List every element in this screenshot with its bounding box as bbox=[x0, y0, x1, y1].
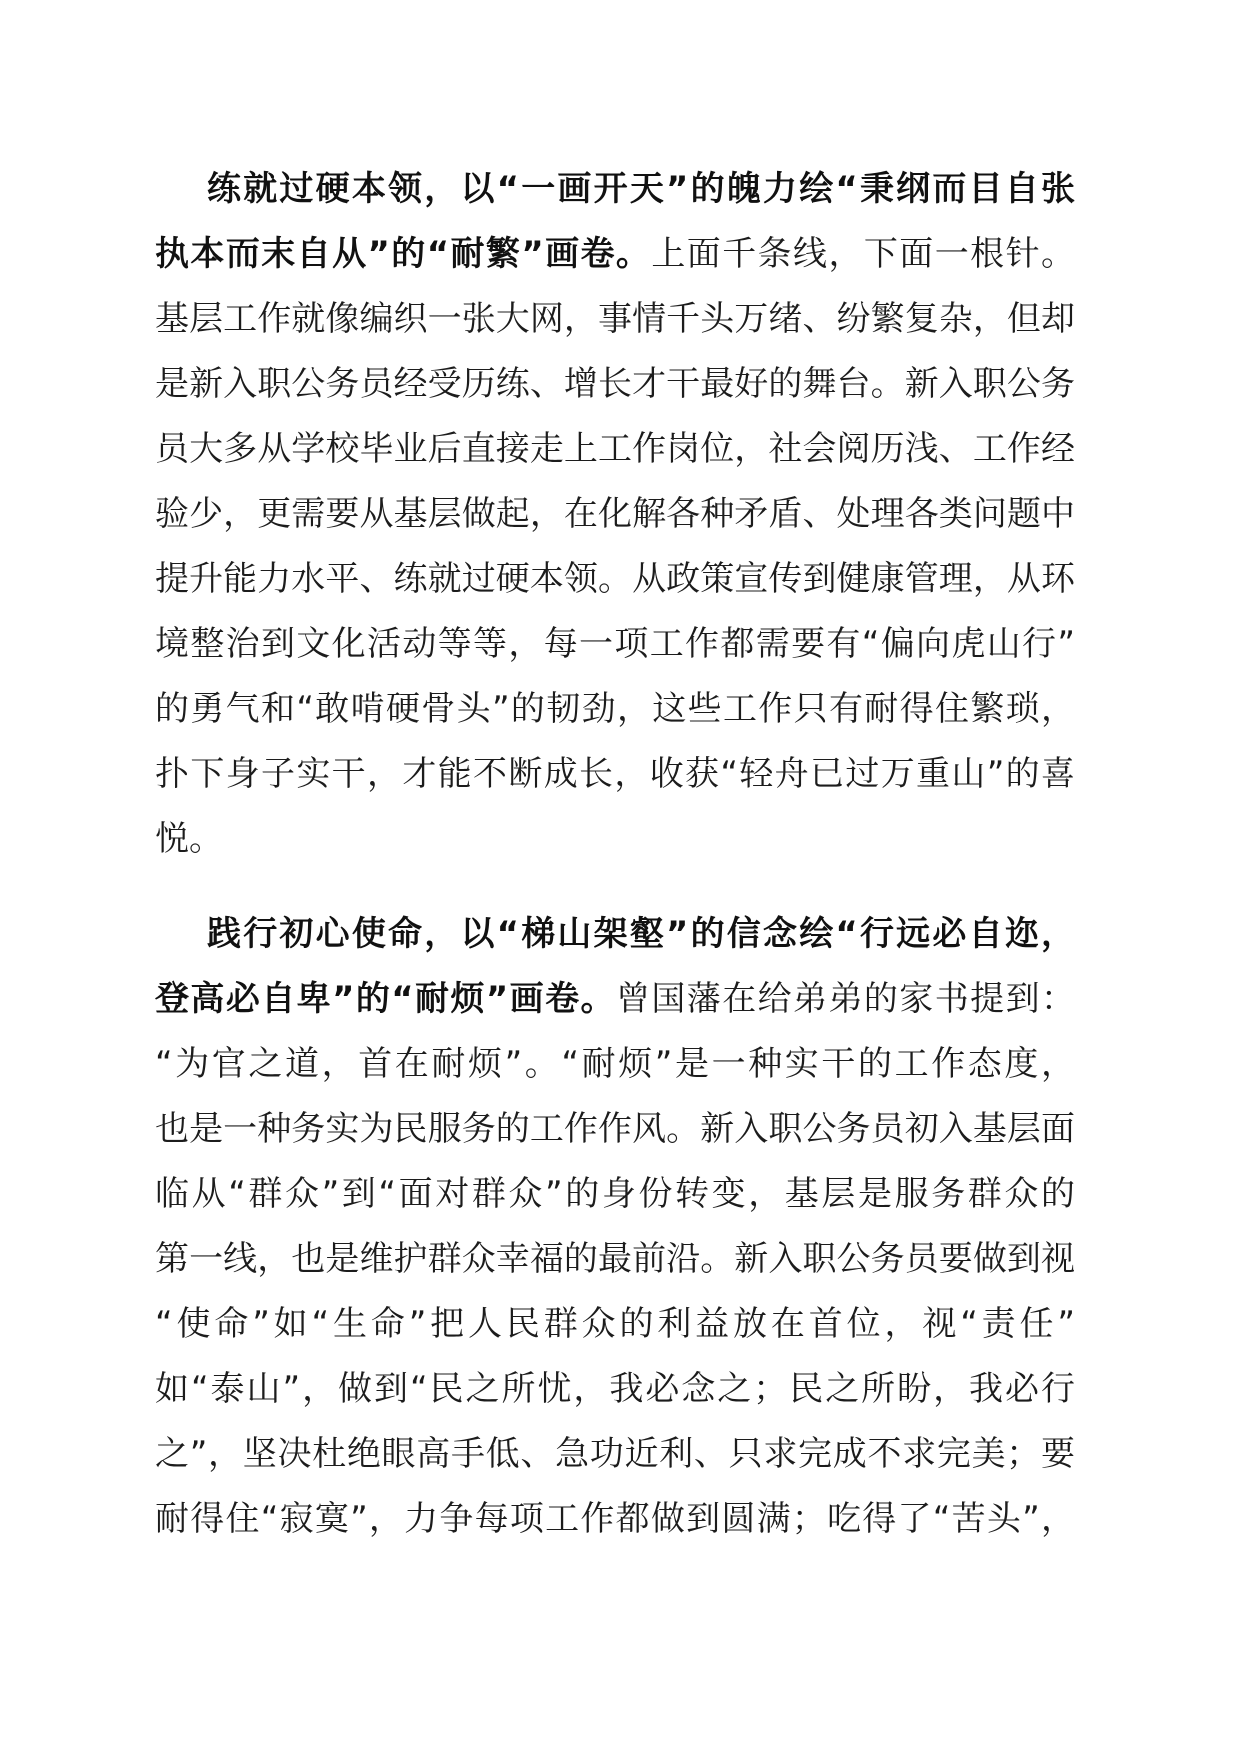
paragraph-2-line-6: 第一线，也是维护群众幸福的最前沿。新入职公务员要做到视 bbox=[155, 1239, 1075, 1279]
paragraph-1-line-1 bbox=[155, 157, 1075, 222]
paragraph-1-line-10: 扑下身子实干，才能不断成长，收获“轻舟已过万重山”的喜 bbox=[155, 754, 1075, 794]
paragraph-2-line-4: 也是一种务实为民服务的工作作风。新入职公务员初入基层面 bbox=[155, 1109, 1075, 1149]
paragraph-1-line-4: 是新入职公务员经受历练、增长才干最好的舞台。新入职公务 bbox=[155, 364, 1075, 404]
paragraph-1-line-5: 员大多从学校毕业后直接走上工作岗位，社会阅历浅、工作经 bbox=[155, 429, 1075, 469]
paragraph-2 bbox=[155, 902, 1075, 1552]
bold-heading: 练就过硬本领，以“一画开天”的魄力绘“秉纲而目自张 bbox=[207, 169, 1075, 209]
paragraph-1-line-6: 验少，更需要从基层做起，在化解各种矛盾、处理各类问题中 bbox=[155, 494, 1075, 534]
bold-heading: 践行初心使命，以“梯山架壑”的信念绘“行远必自迩， bbox=[207, 914, 1075, 954]
paragraph-2-line-7: “使命”如“生命”把人民群众的利益放在首位，视“责任” bbox=[155, 1304, 1075, 1344]
paragraph-1-line-2: 执本而末自从”的“耐繁”画卷。上面千条线，下面一根针。 bbox=[155, 234, 1075, 274]
paragraph-1-line-9: 的勇气和“敢啃硬骨头”的韧劲，这些工作只有耐得住繁琐， bbox=[155, 689, 1075, 729]
bold-heading: 执本而末自从”的“耐繁”画卷。 bbox=[155, 234, 652, 274]
paragraph-1-line-7: 提升能力水平、练就过硬本领。从政策宣传到健康管理，从环 bbox=[155, 559, 1075, 599]
paragraph-1-line-3: 基层工作就像编织一张大网，事情千头万绪、纷繁复杂，但却 bbox=[155, 299, 1075, 339]
bold-heading: 登高必自卑”的“耐烦”画卷。 bbox=[155, 979, 616, 1019]
paragraph-2-line-1 bbox=[155, 902, 1075, 967]
paragraph-1-line-11: 悦。 bbox=[155, 819, 223, 859]
paragraph-2-line-3: “为官之道，首在耐烦”。“耐烦”是一种实干的工作态度， bbox=[155, 1044, 1075, 1084]
paragraph-2-line-9: 之”，坚决杜绝眼高手低、急功近利、只求完成不求完美；要 bbox=[155, 1434, 1075, 1474]
paragraph-1-line-8: 境整治到文化活动等等，每一项工作都需要有“偏向虎山行” bbox=[155, 624, 1075, 664]
paragraph-2-line-10: 耐得住“寂寞”，力争每项工作都做到圆满；吃得了“苦头”， bbox=[155, 1499, 1075, 1539]
paragraph-2-line-8: 如“泰山”，做到“民之所忧，我必念之；民之所盼，我必行 bbox=[155, 1369, 1075, 1409]
paragraph-2-line-2: 登高必自卑”的“耐烦”画卷。曾国藩在给弟弟的家书提到： bbox=[155, 979, 1075, 1019]
paragraph-2-line-5: 临从“群众”到“面对群众”的身份转变，基层是服务群众的 bbox=[155, 1174, 1075, 1214]
paragraph-1 bbox=[155, 157, 1075, 872]
